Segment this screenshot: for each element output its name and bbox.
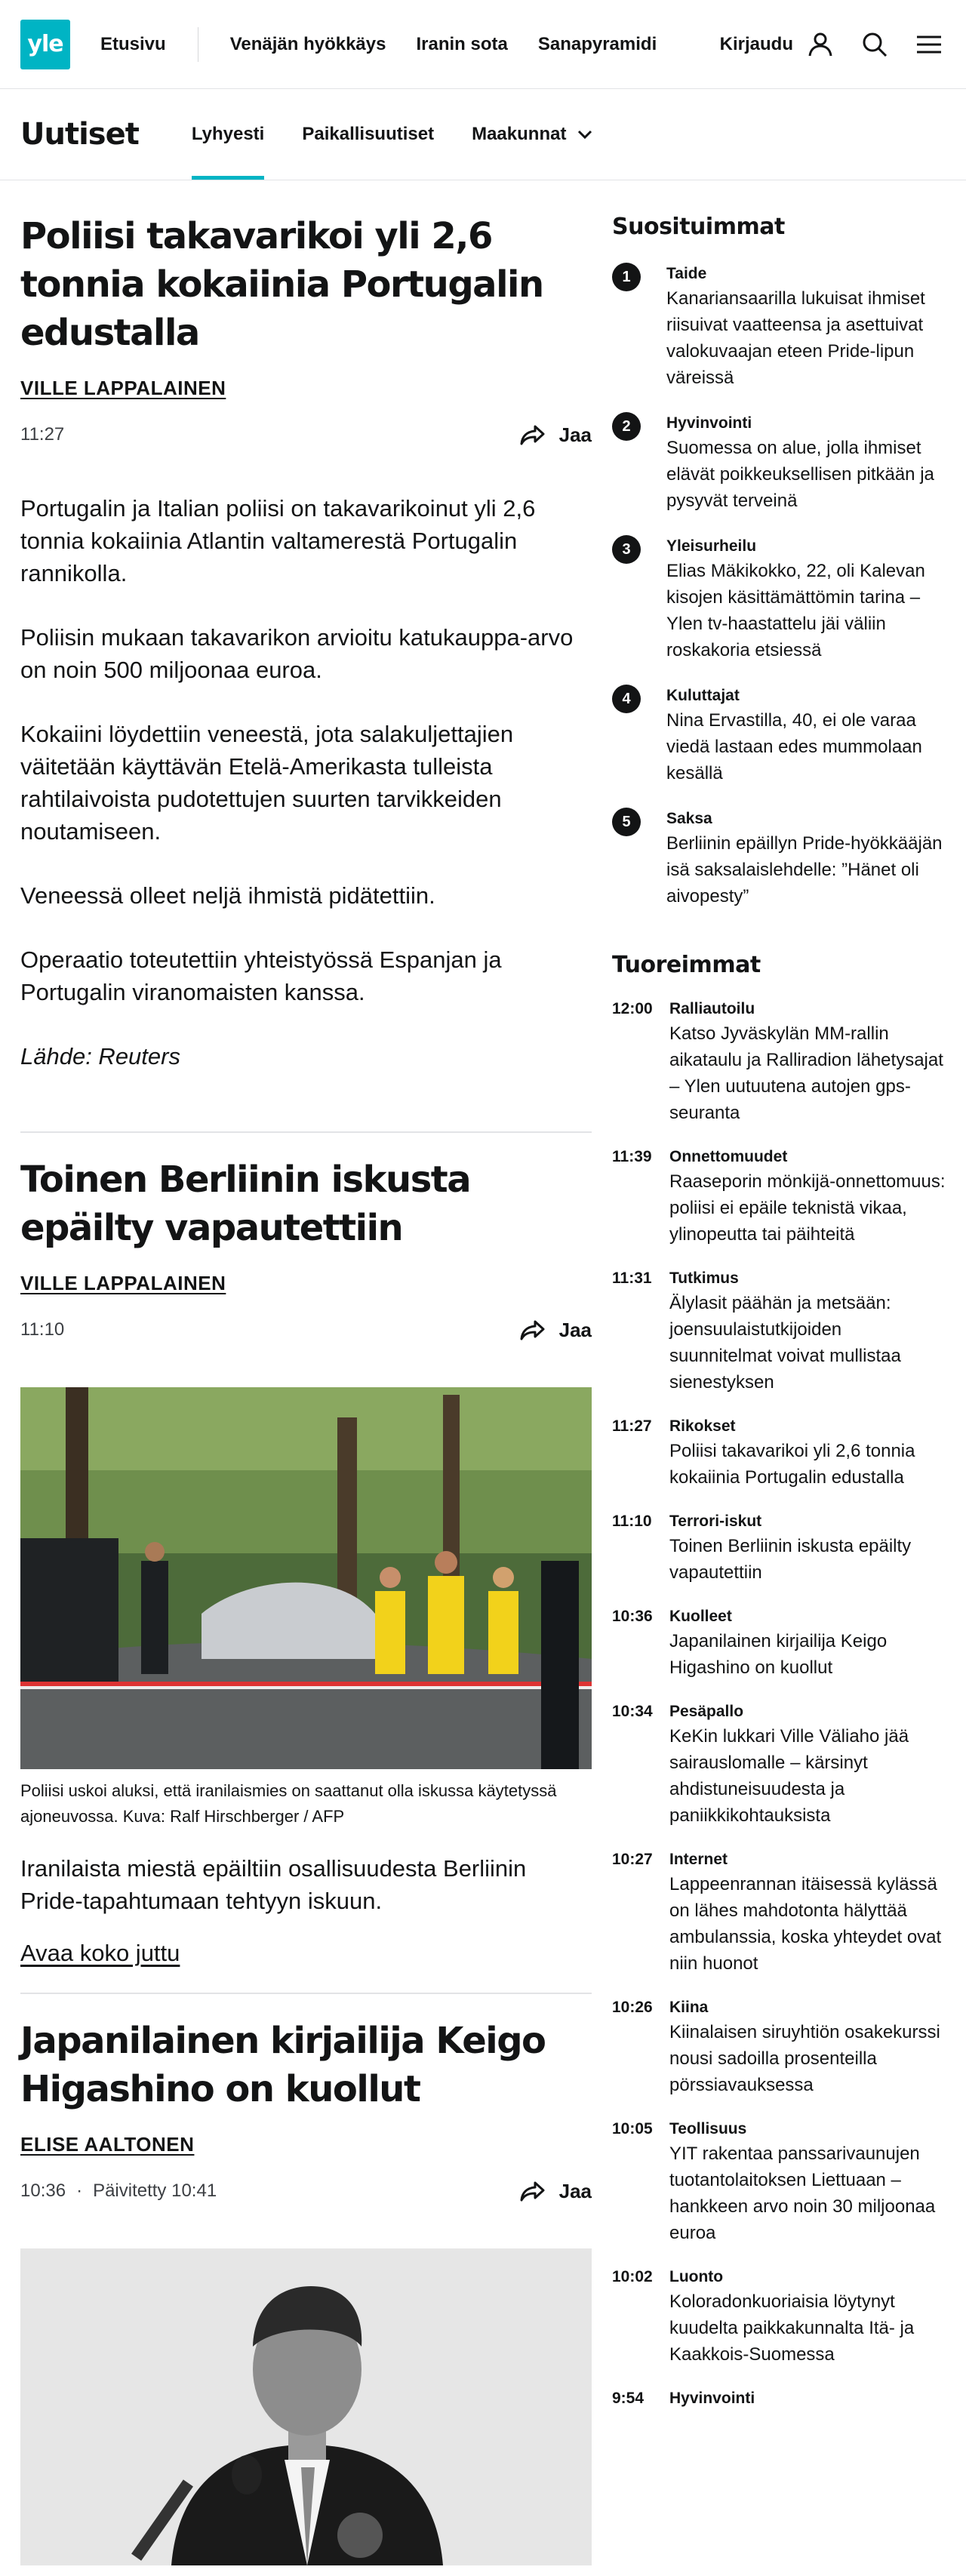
latest-item-body: [669, 2387, 946, 2410]
nav-etusivu[interactable]: Etusivu: [100, 33, 166, 54]
item-category: Tutkimus: [669, 1270, 739, 1287]
item-time: 11:31: [612, 1270, 652, 1287]
item-headline[interactable]: Kanariansaarilla lukuisat ihmiset riisuivat vaatteensa ja asettuivat valokuvaajan eteen Pride-lipun väreissä: [666, 288, 925, 388]
article-time: 10:36: [20, 2181, 66, 2201]
latest-item-body: [669, 1605, 946, 1681]
item-time: 11:39: [612, 1148, 652, 1165]
share-button[interactable]: [520, 1319, 592, 1342]
nav-venajan-hyokkays[interactable]: Venäjän hyökkäys: [229, 33, 386, 54]
item-time: 10:02: [612, 2268, 653, 2285]
popular-item[interactable]: [612, 685, 946, 786]
tab-lyhyesti[interactable]: Lyhyesti: [192, 89, 264, 180]
item-headline[interactable]: Berliinin epäillyn Pride-hyökkääjän isä saksalaislehdelle: ”Hänet oli aivopesty”: [666, 833, 943, 906]
article-meta: [20, 1315, 592, 1345]
item-category: Internet: [669, 1851, 728, 1868]
latest-item[interactable]: [612, 2387, 946, 2410]
article-photo[interactable]: [20, 2248, 592, 2565]
item-time: 11:10: [612, 1513, 652, 1530]
rank-badge: 3: [612, 535, 641, 564]
latest-item-body: [669, 998, 946, 1126]
item-headline[interactable]: Nina Ervastilla, 40, ei ole varaa viedä lastaan edes mummolaan kesällä: [666, 710, 922, 783]
latest-item[interactable]: [612, 1415, 946, 1491]
popular-item-body: [666, 263, 946, 391]
article-title: Poliisi takavarikoi yli 2,6 tonnia kokaiinia Portugalin edustalla: [20, 215, 543, 354]
item-time: 10:26: [612, 1999, 653, 2016]
latest-item-body: [669, 1267, 946, 1396]
article-time: 11:10: [20, 1319, 65, 1340]
latest-item-body: [669, 1510, 946, 1586]
tab-maakunnat-label: Maakunnat: [472, 124, 567, 144]
menu-icon[interactable]: [912, 28, 946, 61]
article-title: Toinen Berliinin iskusta epäilty vapautettiin: [20, 1159, 471, 1249]
author-link[interactable]: ELISE AALTONEN: [20, 2133, 195, 2156]
paragraph: Kokaiini löydettiin veneestä, jota salakuljettajien väitetään käyttävän Etelä-Amerikasta tulleista rahtilaivoista pudotettujen suurten tarvikkeiden noutamiseen.: [20, 721, 514, 845]
popular-item[interactable]: [612, 412, 946, 514]
meta-separator: ·: [76, 2181, 83, 2201]
latest-item[interactable]: [612, 1605, 946, 1681]
article-body: [20, 492, 592, 1073]
share-label: Jaa: [558, 423, 592, 446]
latest-item-body: [669, 1848, 946, 1977]
item-headline[interactable]: Kiinalaisen siruyhtiön osakekurssi nousi sadoilla prosenteilla pörssiavauksessa: [669, 2022, 940, 2095]
chevron-down-icon: [577, 124, 593, 145]
item-headline[interactable]: Katso Jyväskylän MM-rallin aikataulu ja Ralliradion lähetysajat – Ylen uutuutena autojen gps-seuranta: [669, 1023, 943, 1123]
header-actions: [720, 28, 946, 61]
section-tabs: [192, 89, 632, 180]
latest-item[interactable]: [612, 2266, 946, 2368]
share-button[interactable]: [520, 423, 592, 447]
rank-badge: 2: [612, 412, 641, 441]
article-time: 11:27: [20, 424, 65, 445]
item-category: Yleisurheilu: [666, 537, 757, 555]
article-source: Lähde: Reuters: [20, 1043, 180, 1069]
item-headline[interactable]: Suomessa on alue, jolla ihmiset elävät poikkeuksellisen pitkään ja pysyvät terveinä: [666, 438, 934, 511]
article-photo[interactable]: [20, 1387, 592, 1769]
item-headline[interactable]: Toinen Berliinin iskusta epäilty vapautettiin: [669, 1536, 912, 1583]
popular-item-body: [666, 535, 946, 663]
news-article: [20, 1133, 592, 1994]
popular-item-body: [666, 685, 946, 786]
item-category: Luonto: [669, 2268, 724, 2285]
latest-item-body: [669, 2118, 946, 2246]
photo-caption: Poliisi uskoi aluksi, että iranilaismies on saattanut olla iskussa käytetyssä ajoneuvossa. Kuva: Ralf Hirschberger / AFP: [20, 1781, 557, 1826]
main-feed: [20, 180, 592, 2576]
article-meta: [20, 2176, 592, 2206]
item-time: 10:34: [612, 1703, 653, 1720]
paragraph: Poliisin mukaan takavarikon arvioitu katukauppa-arvo on noin 500 miljoonaa euroa.: [20, 624, 574, 683]
popular-heading: Suosituimmat: [612, 214, 785, 240]
latest-item-body: [669, 2266, 946, 2368]
latest-item[interactable]: [612, 1700, 946, 1829]
item-category: Onnettomuudet: [669, 1148, 788, 1165]
share-icon: [520, 2181, 546, 2202]
share-button[interactable]: [520, 2180, 592, 2203]
news-article: [20, 1994, 592, 2576]
item-category: Pesäpallo: [669, 1703, 744, 1720]
item-time: 9:54: [612, 2390, 645, 2407]
rank-badge: 5: [612, 808, 641, 836]
item-time: 10:27: [612, 1851, 653, 1868]
sidebar: [612, 180, 946, 2576]
item-category: Rikokset: [669, 1417, 736, 1435]
latest-item[interactable]: [612, 1267, 946, 1396]
item-category: Saksa: [666, 810, 712, 827]
rank-badge: 1: [612, 263, 641, 291]
paragraph: Veneessä olleet neljä ihmistä pidätettiin.: [20, 882, 435, 909]
section-title[interactable]: Uutiset: [20, 117, 139, 152]
section-nav: [0, 89, 966, 180]
share-label: Jaa: [558, 2179, 592, 2202]
item-time: 10:36: [612, 1608, 653, 1625]
yle-logo[interactable]: yle: [20, 20, 70, 69]
rank-badge: 4: [612, 685, 641, 713]
user-icon[interactable]: [804, 28, 837, 61]
share-icon: [520, 1319, 546, 1340]
tab-maakunnat[interactable]: [472, 89, 593, 180]
item-category: Kiina: [669, 1999, 709, 2016]
page-content: [0, 180, 966, 2576]
latest-item[interactable]: [612, 998, 946, 1126]
popular-item[interactable]: [612, 808, 946, 909]
article-updated: Päivitetty 10:41: [93, 2181, 217, 2201]
popular-item[interactable]: [612, 263, 946, 391]
latest-item-body: [669, 1996, 946, 2098]
item-headline[interactable]: Älylasit päähän ja metsään: joensuulaistutkijoiden suunnitelmat voivat mullistaa sienestyksen: [669, 1293, 901, 1393]
item-category: Terrori-iskut: [669, 1513, 762, 1530]
item-headline[interactable]: Raaseporin mönkijä-onnettomuus: poliisi ei epäile teknistä vikaa, ylinopeutta tai päihteitä: [669, 1171, 946, 1245]
nav-iranin-sota[interactable]: Iranin sota: [416, 33, 508, 54]
item-category: Ralliautoilu: [669, 1000, 755, 1017]
latest-item[interactable]: [612, 1996, 946, 2098]
item-time: 10:05: [612, 2120, 653, 2137]
item-category: Kuluttajat: [666, 687, 740, 704]
article-lead: Iranilaista miestä epäiltiin osallisuudesta Berliinin Pride-tapahtumaan tehtyyn iskuun.: [20, 1855, 527, 1914]
popular-item-body: [666, 808, 946, 909]
item-time: 12:00: [612, 1000, 653, 1017]
paragraph: Portugalin ja Italian poliisi on takavarikoinut yli 2,6 tonnia kokaiinia Atlantin valtamerestä Portugalin rannikolla.: [20, 495, 536, 586]
author-link[interactable]: VILLE LAPPALAINEN: [20, 377, 226, 399]
item-headline[interactable]: Koloradonkuoriaisia löytynyt kuudelta paikkakunnalta Itä- ja Kaakkois-Suomessa: [669, 2291, 915, 2365]
popular-item-body: [666, 412, 946, 514]
latest-item[interactable]: [612, 2118, 946, 2246]
item-headline[interactable]: YIT rakentaa panssarivaunujen tuotantolaitoksen Liettuaan – hankkeen arvo noin 30 miljoonaa euroa: [669, 2144, 936, 2243]
latest-item[interactable]: [612, 1146, 946, 1248]
author-link[interactable]: VILLE LAPPALAINEN: [20, 1272, 226, 1294]
latest-item-body: [669, 1146, 946, 1248]
latest-item[interactable]: [612, 1848, 946, 1977]
item-time: 11:27: [612, 1417, 652, 1435]
site-header: [0, 0, 966, 89]
share-icon: [520, 424, 546, 445]
news-article: [20, 180, 592, 1133]
item-category: Taide: [666, 265, 707, 282]
paragraph: Operaatio toteutettiin yhteistyössä Espanjan ja Portugalin viranomaisten kanssa.: [20, 946, 502, 1005]
item-headline[interactable]: KeKin lukkari Ville Väliaho jää sairauslomalle – kärsinyt ahdistuneisuudesta ja paniikkikohtauksista: [669, 1726, 909, 1826]
login-link[interactable]: Kirjaudu: [719, 33, 793, 54]
item-headline[interactable]: Elias Mäkikokko, 22, oli Kalevan kisojen käsittämättömin tarina – Ylen tv-haastattelu jäi väliin roskakoria etsiessä: [666, 561, 925, 660]
nav-sanapyramidi[interactable]: Sanapyramidi: [537, 33, 657, 54]
item-category: Kuolleet: [669, 1608, 732, 1625]
share-label: Jaa: [558, 1318, 592, 1341]
latest-item-body: [669, 1415, 946, 1491]
search-icon[interactable]: [858, 28, 891, 61]
popular-item[interactable]: [612, 535, 946, 663]
tab-paikallisuutiset[interactable]: Paikallisuutiset: [302, 124, 435, 144]
item-category: Hyvinvointi: [666, 414, 752, 432]
item-headline[interactable]: Poliisi takavarikoi yli 2,6 tonnia kokaiinia Portugalin edustalla: [669, 1441, 915, 1488]
item-category: Hyvinvointi: [669, 2390, 755, 2407]
item-category: Teollisuus: [669, 2120, 747, 2137]
article-meta: [20, 420, 592, 450]
latest-item-body: [669, 1700, 946, 1829]
item-headline[interactable]: Japanilainen kirjailija Keigo Higashino on kuollut: [669, 1631, 888, 1678]
latest-heading: Tuoreimmat: [612, 952, 761, 978]
item-headline[interactable]: Lappeenrannan itäisessä kylässä on lähes mahdotonta hälyttää ambulanssia, koska yhteydet ovat niin huonot: [669, 1874, 942, 1974]
latest-item[interactable]: [612, 1510, 946, 1586]
open-full-story-link[interactable]: Avaa koko juttu: [20, 1940, 180, 1966]
article-title: Japanilainen kirjailija Keigo Higashino on kuollut: [20, 2020, 546, 2110]
